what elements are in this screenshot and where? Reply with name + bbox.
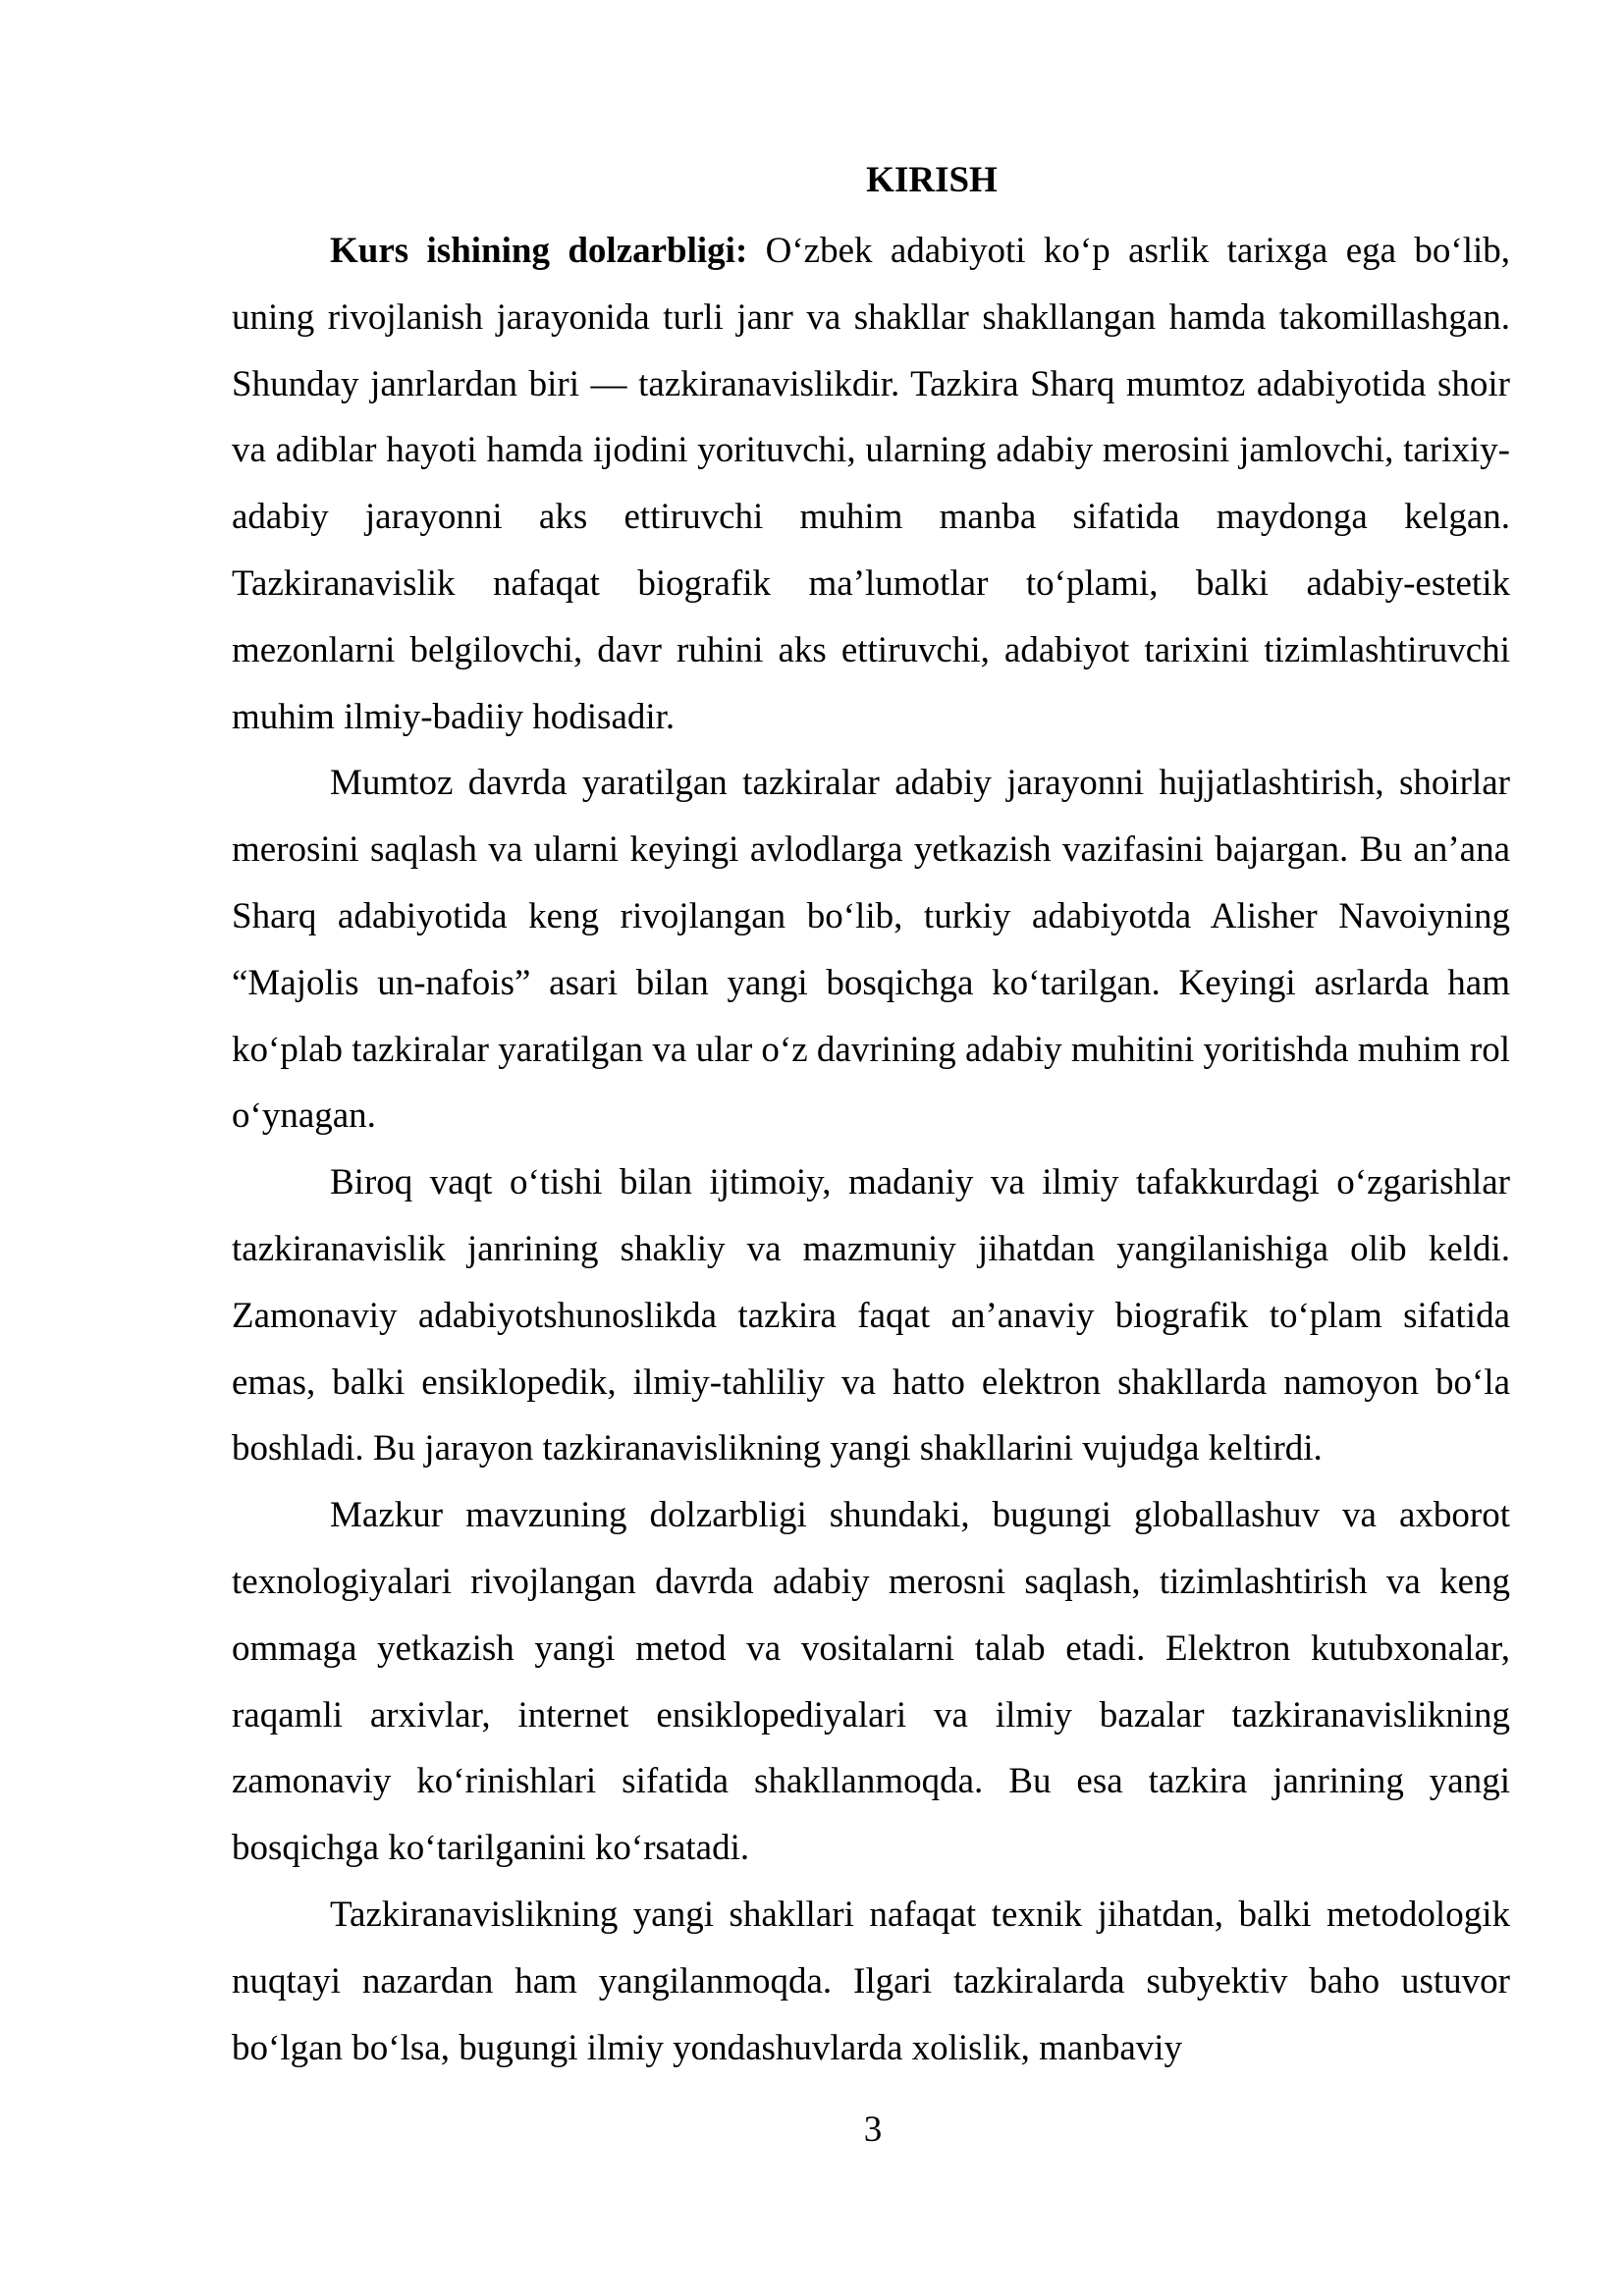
- document-page: [232, 147, 1510, 2081]
- paragraph-lead: Kurs ishining dolzarbligi:: [330, 231, 748, 271]
- paragraph-changes: Biroq vaqt o‘tishi bilan ijtimoiy, madaniy va ilmiy tafakkurdagi o‘zgarishlar tazkiranavislik janrining shakliy va mazmuniy jihatdan yangilanishiga olib keldi. Zamonaviy adabiyotshunoslikda tazkira faqat an’anaviy biografik to‘plam sifatida emas, balki ensiklopedik, ilmiy-tahliliy va hatto elektron shakllarda namoyon bo‘la boshladi. Bu jarayon tazkiranavislikning yangi shakllarini vujudga keltirdi.: [232, 1162, 1510, 1469]
- page-number: 3: [863, 2109, 883, 2150]
- section-heading: KIRISH: [866, 160, 998, 200]
- paragraph-relevance: [232, 218, 1510, 750]
- paragraph-topic-relevance: Mazkur mavzuning dolzarbligi shundaki, bugungi globallashuv va axborot texnologiyalari rivojlangan davrda adabiy merosni saqlash, tizimlashtirish va keng ommaga yetkazish yangi metod va vositalarni talab etadi. Elektron kutubxonalar, raqamli arxivlar, internet ensiklopediyalari va ilmiy bazalar tazkiranavislikning zamonaviy ko‘rinishlari sifatida shakllanmoqda. Bu esa tazkira janrining yangi bosqichga ko‘tarilganini ko‘rsatadi.: [232, 1495, 1510, 1869]
- paragraph-classical-tazkiras: Mumtoz davrda yaratilgan tazkiralar adabiy jarayonni hujjatlashtirish, shoirlar merosini saqlash va ularni keyingi avlodlarga yetkazish vazifasini bajargan. Bu an’ana Sharq adabiyotida keng rivojlangan bo‘lib, turkiy adabiyotda Alisher Navoiyning “Majolis un-nafois” asari bilan yangi bosqichga ko‘tarilgan. Keyingi asrlarda ham ko‘plab tazkiralar yaratilgan va ular o‘z davrining adabiy muhitini yoritishda muhim rol o‘ynagan.: [232, 763, 1510, 1137]
- paragraph-new-forms: Tazkiranavislikning yangi shakllari nafaqat texnik jihatdan, balki metodologik nuqtayi nazardan ham yangilanmoqda. Ilgari tazkiralarda subyektiv baho ustuvor bo‘lgan bo‘lsa, bugungi ilmiy yondashuvlarda xolislik, manbaviy: [232, 1894, 1510, 2068]
- paragraph-text: O‘zbek adabiyoti ko‘p asrlik tarixga ega bo‘lib, uning rivojlanish jarayonida turli janr va shakllar shakllangan hamda takomillashgan. Shunday janrlardan biri — tazkiranavislikdir. Tazkira Sharq mumtoz adabiyotida shoir va adiblar hayoti hamda ijodini yorituvchi, ularning adabiy merosini jamlovchi, tarixiy-adabiy jarayonni aks ettiruvchi muhim manba sifatida maydonga kelgan. Tazkiranavislik nafaqat biografik ma’lumotlar to‘plami, balki adabiy-estetik mezonlarni belgilovchi, davr ruhini aks ettiruvchi, adabiyot tarixini tizimlashtiruvchi muhim ilmiy-badiiy hodisadir.: [232, 231, 1511, 737]
